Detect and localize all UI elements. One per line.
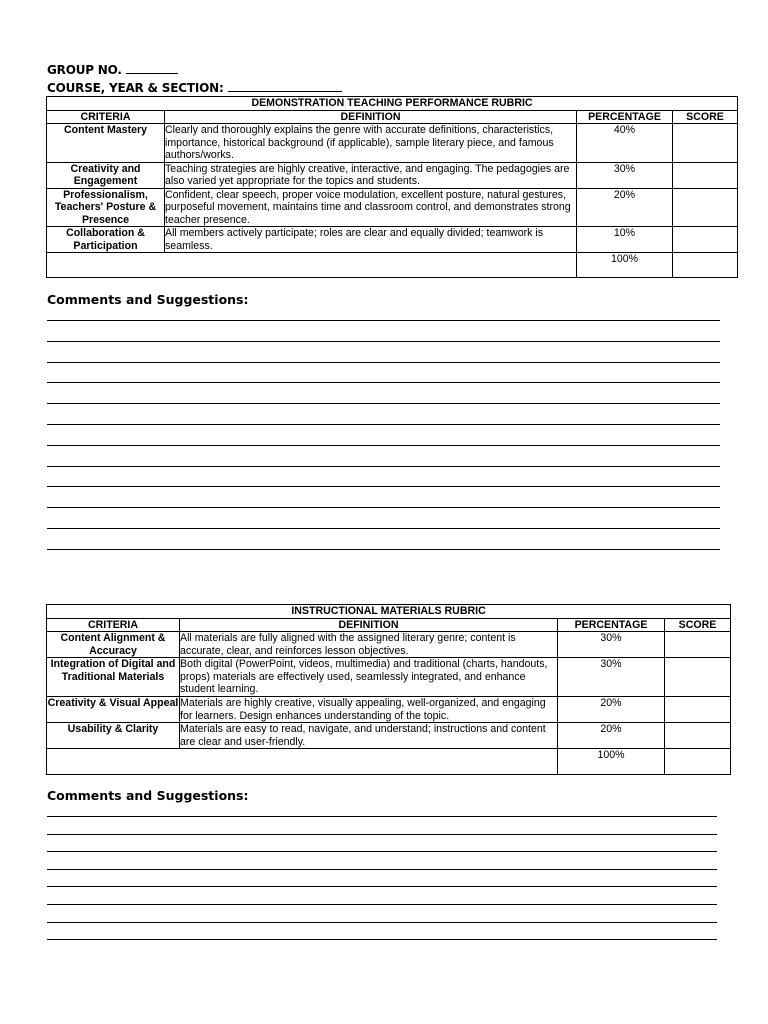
total-score-input-cell[interactable] [673, 253, 738, 278]
total-percentage-cell: 100% [558, 749, 665, 775]
table-row [47, 697, 731, 723]
criteria-cell: Integration of Digital and Traditional Materials [47, 658, 180, 697]
table-row [47, 227, 738, 253]
group-number-field[interactable] [47, 62, 178, 77]
column-header-definition: DEFINITION [180, 618, 558, 632]
comment-line[interactable] [47, 424, 720, 425]
comment-line[interactable] [47, 939, 717, 940]
score-input-cell[interactable] [673, 188, 738, 227]
comment-line[interactable] [47, 528, 720, 529]
comments-label: Comments and Suggestions: [47, 788, 249, 803]
score-input-cell[interactable] [665, 697, 731, 723]
total-row [47, 749, 731, 775]
column-header-percentage: PERCENTAGE [577, 110, 673, 124]
comment-line[interactable] [47, 507, 720, 508]
comment-line[interactable] [47, 886, 717, 887]
comment-line[interactable] [47, 362, 720, 363]
criteria-cell: Collaboration & Participation [47, 227, 165, 253]
definition-cell: Materials are highly creative, visually appealing, well-organized, and engaging for learners. Design enhances understanding of the topic. [180, 697, 558, 723]
comment-line[interactable] [47, 466, 720, 467]
definition-cell: All members actively participate; roles are clear and equally divided; teamwork is seamless. [165, 227, 577, 253]
column-header-definition: DEFINITION [165, 110, 577, 124]
criteria-cell: Usability & Clarity [47, 723, 180, 749]
column-header-score: SCORE [673, 110, 738, 124]
score-input-cell[interactable] [665, 723, 731, 749]
definition-cell: Confident, clear speech, proper voice modulation, excellent posture, natural gestures, purposeful movement, maintains time and classroom control, and demonstrates strong teacher presence. [165, 188, 577, 227]
percentage-cell: 20% [577, 188, 673, 227]
column-header-percentage: PERCENTAGE [558, 618, 665, 632]
score-input-cell[interactable] [673, 124, 738, 163]
comment-line[interactable] [47, 382, 720, 383]
table-row [47, 124, 738, 163]
criteria-cell: Content Mastery [47, 124, 165, 163]
score-input-cell[interactable] [665, 632, 731, 658]
total-score-input-cell[interactable] [665, 749, 731, 775]
percentage-cell: 30% [558, 632, 665, 658]
score-input-cell[interactable] [673, 162, 738, 188]
definition-cell: Materials are easy to read, navigate, and understand; instructions and content are clear and user-friendly. [180, 723, 558, 749]
criteria-cell: Content Alignment & Accuracy [47, 632, 180, 658]
course-year-section-blank[interactable] [228, 80, 342, 92]
percentage-cell: 20% [558, 723, 665, 749]
instructional-materials-rubric-table [46, 604, 731, 775]
table-header-row [47, 618, 731, 632]
course-year-section-field[interactable] [47, 80, 342, 95]
comment-line[interactable] [47, 922, 717, 923]
score-input-cell[interactable] [665, 658, 731, 697]
course-year-section-label: COURSE, YEAR & SECTION: [47, 81, 224, 95]
percentage-cell: 10% [577, 227, 673, 253]
rubric-title: INSTRUCTIONAL MATERIALS RUBRIC [47, 605, 731, 619]
table-row [47, 632, 731, 658]
total-row [47, 253, 738, 278]
table-header-row [47, 110, 738, 124]
criteria-cell: Creativity & Visual Appeal [47, 697, 180, 723]
comment-line[interactable] [47, 486, 720, 487]
table-row [47, 658, 731, 697]
table-row [47, 162, 738, 188]
percentage-cell: 40% [577, 124, 673, 163]
criteria-cell: Creativity and Engagement [47, 162, 165, 188]
criteria-cell: Professionalism, Teachers' Posture & Presence [47, 188, 165, 227]
score-input-cell[interactable] [673, 227, 738, 253]
comment-line[interactable] [47, 851, 717, 852]
definition-cell: All materials are fully aligned with the assigned literary genre; content is accurate, clear, and reinforces lesson objectives. [180, 632, 558, 658]
definition-cell: Both digital (PowerPoint, videos, multimedia) and traditional (charts, handouts, props) materials are effectively used, seamlessly integrated, and enhance student learning. [180, 658, 558, 697]
total-blank-cell [47, 749, 558, 775]
comment-line[interactable] [47, 834, 717, 835]
table-row [47, 188, 738, 227]
table-row [47, 723, 731, 749]
column-header-score: SCORE [665, 618, 731, 632]
group-number-label: GROUP NO. [47, 63, 122, 77]
column-header-criteria: CRITERIA [47, 618, 180, 632]
total-percentage-cell: 100% [577, 253, 673, 278]
definition-cell: Teaching strategies are highly creative, interactive, and engaging. The pedagogies are also varied yet appropriate for the topics and students. [165, 162, 577, 188]
comment-line[interactable] [47, 869, 717, 870]
rubric-title: DEMONSTRATION TEACHING PERFORMANCE RUBRIC [47, 97, 738, 111]
comment-line[interactable] [47, 904, 717, 905]
column-header-criteria: CRITERIA [47, 110, 165, 124]
percentage-cell: 30% [558, 658, 665, 697]
demonstration-teaching-rubric-table [46, 96, 738, 278]
comment-line[interactable] [47, 403, 720, 404]
comment-line[interactable] [47, 320, 720, 321]
definition-cell: Clearly and thoroughly explains the genre with accurate definitions, characteristics, importance, historical background (if applicable), sample literary piece, and famous authors/works. [165, 124, 577, 163]
percentage-cell: 30% [577, 162, 673, 188]
group-number-blank[interactable] [126, 62, 178, 74]
comment-line[interactable] [47, 341, 720, 342]
comments-label: Comments and Suggestions: [47, 292, 249, 307]
percentage-cell: 20% [558, 697, 665, 723]
comment-line[interactable] [47, 445, 720, 446]
total-blank-cell [47, 253, 577, 278]
comment-line[interactable] [47, 549, 720, 550]
comment-line[interactable] [47, 816, 717, 817]
